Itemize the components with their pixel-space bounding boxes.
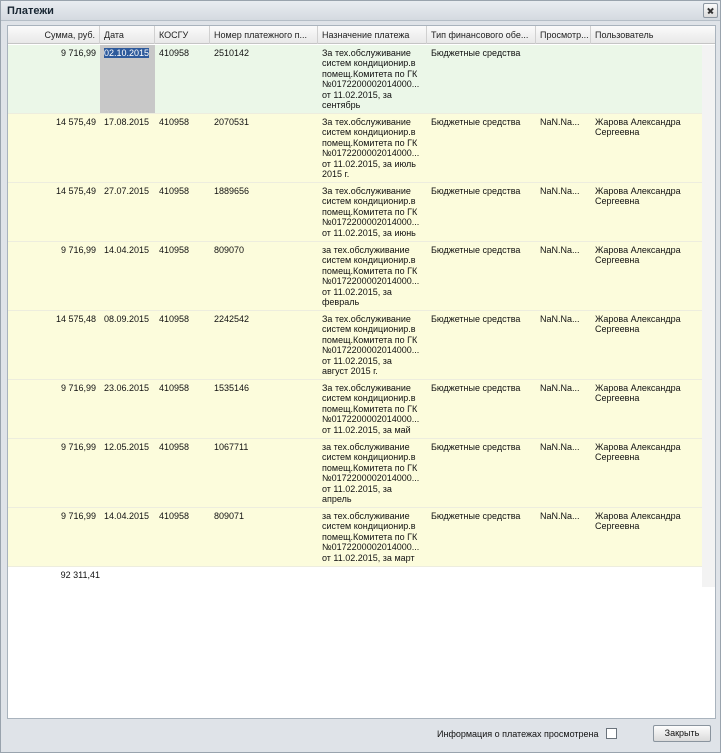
table-row[interactable] (8, 508, 702, 567)
cell-kosgu: 410958 (159, 383, 190, 393)
cell-date: 08.09.2015 (104, 314, 150, 324)
purpose-line: систем кондиционир.в (322, 255, 416, 266)
cell-kosgu: 410958 (159, 117, 190, 127)
table-row[interactable] (8, 311, 702, 380)
purpose-line: помещ.Комитета по ГК (322, 462, 418, 473)
cell-date: 23.06.2015 (104, 383, 150, 393)
purpose-line: апрель (322, 494, 352, 505)
cell-sum: 9 716,99 (60, 511, 96, 521)
table-row[interactable] (8, 183, 702, 242)
cell-sum: 9 716,99 (60, 442, 96, 452)
cell-purpose (318, 380, 427, 438)
payments-grid (7, 25, 716, 719)
cell-user (591, 45, 702, 51)
purpose-line: помещ.Комитета по ГК (322, 137, 418, 148)
cell-payment-number: 1889656 (214, 186, 250, 196)
cell-payment-number: 2070531 (214, 117, 250, 127)
purpose-line: систем кондиционир.в (322, 452, 416, 463)
cell-finance-type: Бюджетные средства (431, 186, 521, 196)
grid-scroll-gutter (702, 45, 716, 587)
table-row[interactable] (8, 242, 702, 311)
purpose-line: систем кондиционир.в (322, 127, 416, 138)
dialog-footer (1, 719, 720, 752)
cell-viewed: NaN.Na... (540, 245, 580, 255)
cell-payment-number: 809071 (214, 511, 245, 521)
purpose-line: №0172200002014000... (322, 473, 420, 484)
cell-finance-type: Бюджетные средства (431, 442, 521, 452)
cell-viewed: NaN.Na... (540, 314, 580, 324)
purpose-line: от 11.02.2015, за (322, 89, 392, 100)
cell-sum: 9 716,99 (60, 245, 96, 255)
cell-viewed: NaN.Na... (540, 442, 580, 452)
cell-viewed: NaN.Na... (540, 383, 580, 393)
purpose-line: помещ.Комитета по ГК (322, 403, 418, 414)
purpose-line: систем кондиционир.в (322, 521, 416, 532)
cell-date: 17.08.2015 (104, 117, 150, 127)
purpose-line: За тех.обслуживание (322, 314, 411, 324)
cell-user: Жарова Александра Сергеевна (595, 511, 681, 532)
cell-sum: 14 575,49 (55, 186, 96, 196)
cell-finance-type: Бюджетные средства (431, 383, 521, 393)
cell-sum: 14 575,49 (55, 117, 96, 127)
purpose-line: За тех.обслуживание (322, 383, 411, 393)
grid-header (8, 26, 716, 44)
cell-purpose (318, 311, 427, 379)
purpose-line: от 11.02.2015, за (322, 286, 392, 297)
cell-user: Жарова Александра Сергеевна (595, 442, 681, 463)
purpose-line: За тех.обслуживание (322, 117, 411, 127)
purpose-line: от 11.02.2015, за март (322, 552, 415, 563)
table-row[interactable] (8, 439, 702, 508)
cell-purpose (318, 114, 427, 182)
purpose-line: от 11.02.2015, за май (322, 424, 411, 435)
cell-kosgu: 410958 (159, 245, 190, 255)
purpose-line: №0172200002014000... (322, 79, 420, 90)
cell-kosgu: 410958 (159, 442, 190, 452)
cell-viewed (536, 45, 591, 51)
close-icon[interactable] (703, 3, 718, 18)
cell-purpose (318, 439, 427, 507)
purpose-line: 2015 г. (322, 169, 350, 180)
purpose-line: февраль (322, 297, 360, 308)
cell-finance-type: Бюджетные средства (431, 511, 521, 521)
purpose-line: сентябрь (322, 100, 361, 111)
cell-viewed: NaN.Na... (540, 117, 580, 127)
column-header-sum[interactable]: Сумма, руб. (8, 26, 100, 44)
cell-kosgu: 410958 (159, 186, 190, 196)
cell-finance-type: Бюджетные средства (431, 245, 521, 255)
purpose-line: №0172200002014000... (322, 148, 420, 159)
purpose-line: от 11.02.2015, за (322, 483, 392, 494)
cell-date: 27.07.2015 (104, 186, 150, 196)
cell-payment-number: 2510142 (214, 48, 250, 58)
cell-date (100, 45, 155, 113)
cell-kosgu: 410958 (159, 314, 190, 324)
purpose-line: №0172200002014000... (322, 345, 420, 356)
cell-user: Жарова Александра Сергеевна (595, 314, 681, 335)
cell-payment-number: 1535146 (214, 383, 250, 393)
cell-user: Жарова Александра Сергеевна (595, 245, 681, 266)
column-header-purpose[interactable]: Назначение платежа (318, 26, 427, 44)
cell-finance-type: Бюджетные средства (431, 48, 521, 58)
cell-purpose (318, 45, 427, 113)
purpose-line: систем кондиционир.в (322, 196, 416, 207)
purpose-line: №0172200002014000... (322, 217, 420, 228)
viewed-info-label: Информация о платежах просмотрена (437, 729, 599, 739)
cell-viewed: NaN.Na... (540, 186, 580, 196)
cell-payment-number: 1067711 (214, 442, 249, 452)
cell-kosgu: 410958 (159, 48, 190, 58)
purpose-line: №0172200002014000... (322, 276, 420, 287)
purpose-line: помещ.Комитета по ГК (322, 334, 418, 345)
close-button[interactable]: Закрыть (653, 725, 711, 742)
purpose-line: август 2015 г. (322, 366, 378, 377)
purpose-line: систем кондиционир.в (322, 324, 416, 335)
cell-date: 12.05.2015 (104, 442, 150, 452)
table-row[interactable] (8, 114, 702, 183)
cell-sum: 9 716,99 (60, 383, 96, 393)
purpose-line: №0172200002014000... (322, 542, 420, 553)
cell-purpose (318, 508, 427, 566)
cell-kosgu: 410958 (159, 511, 190, 521)
purpose-line: За тех.обслуживание (322, 48, 411, 58)
column-header-date[interactable]: Дата (100, 26, 155, 44)
table-row[interactable] (8, 45, 702, 114)
purpose-line: за тех.обслуживание (322, 245, 410, 255)
cell-user: Жарова Александра Сергеевна (595, 186, 681, 207)
cell-user: Жарова Александра Сергеевна (595, 383, 681, 404)
purpose-line: помещ.Комитета по ГК (322, 265, 418, 276)
purpose-line: за тех.обслуживание (322, 442, 410, 452)
purpose-line: помещ.Комитета по ГК (322, 531, 418, 542)
cell-date: 14.04.2015 (104, 511, 150, 521)
column-header-kosgu[interactable]: КОСГУ (155, 26, 210, 44)
cell-payment-number: 809070 (214, 245, 245, 255)
column-header-user[interactable]: Пользователь (591, 26, 716, 44)
purpose-line: от 11.02.2015, за июль (322, 158, 416, 169)
cell-user: Жарова Александра Сергеевна (595, 117, 681, 138)
cell-payment-number: 2242542 (214, 314, 250, 324)
purpose-line: от 11.02.2015, за июнь (322, 227, 416, 238)
cell-sum: 9 716,99 (60, 48, 96, 58)
column-header-payment-number[interactable]: Номер платежного п... (210, 26, 318, 44)
cell-viewed: NaN.Na... (540, 511, 580, 521)
cell-purpose (318, 242, 427, 310)
cell-purpose (318, 183, 427, 241)
purpose-line: от 11.02.2015, за (322, 355, 392, 366)
cell-finance-type: Бюджетные средства (431, 314, 521, 324)
table-row[interactable] (8, 380, 702, 439)
purpose-line: систем кондиционир.в (322, 58, 416, 69)
column-header-finance-type[interactable]: Тип финансового обе... (427, 26, 536, 44)
cell-date: 14.04.2015 (104, 245, 150, 255)
selected-date[interactable]: 02.10.2015 (104, 48, 150, 58)
column-header-viewed[interactable]: Просмотр... (536, 26, 591, 44)
cell-finance-type: Бюджетные средства (431, 117, 521, 127)
cell-sum: 14 575,48 (55, 314, 96, 324)
purpose-line: за тех.обслуживание (322, 511, 410, 521)
purpose-line: помещ.Комитета по ГК (322, 206, 418, 217)
dialog-title: Платежи (7, 5, 54, 17)
total-sum: 92 311,41 (60, 570, 100, 580)
viewed-checkbox[interactable] (606, 728, 617, 739)
purpose-line: №0172200002014000... (322, 414, 420, 425)
purpose-line: За тех.обслуживание (322, 186, 411, 196)
purpose-line: помещ.Комитета по ГК (322, 68, 418, 79)
dialog-titlebar[interactable] (1, 1, 720, 21)
purpose-line: систем кондиционир.в (322, 393, 416, 404)
